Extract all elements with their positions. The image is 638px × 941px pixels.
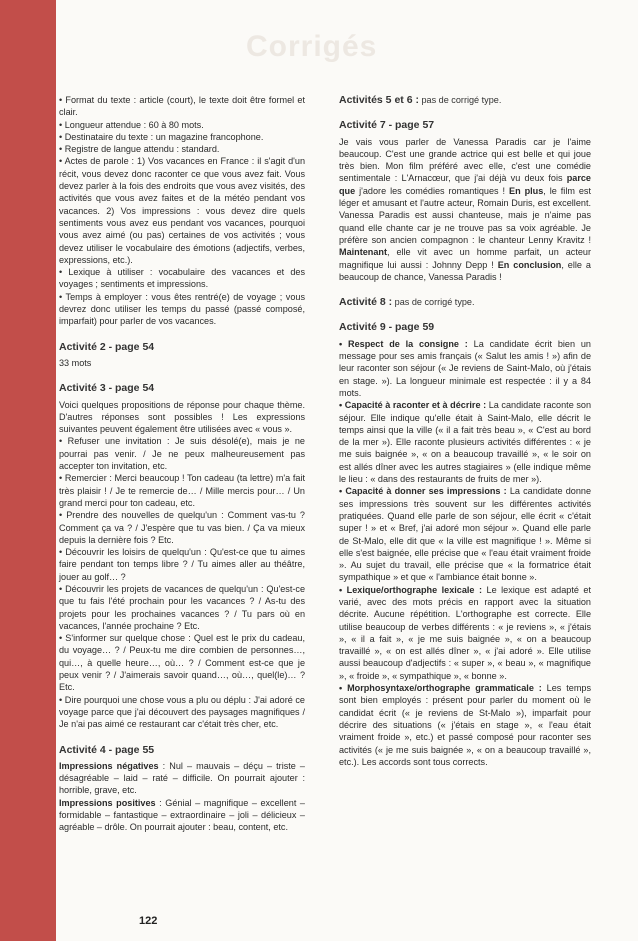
page-number: 122 xyxy=(139,915,158,927)
activity-4-positive xyxy=(59,797,305,834)
positive-text: : Génial – magnifique – excellent – formidable – fantastique – extraordinaire – joli – délicieux – agréable – drôle. On pourrait ajouter : beau, content, etc. xyxy=(59,797,305,833)
activity-8-title: Activité 8 : xyxy=(339,296,393,309)
criteria-item: • Temps à employer : vous êtes rentré(e) de voyage ; vous devrez donc utiliser les temps du passé (passé composé, imparfait) pour parler de vos vacances. xyxy=(59,291,305,327)
activity-7-part: Je vais vous parler de Vanessa Paradis car je l'aime beaucoup. C'est une grande actrice qui est belle et qui joue très bien. Mon film préféré avec elle, c'est une comédie sentimentale : L'Arnacœur, que j'ai déjà vu deux fois xyxy=(339,136,591,184)
activity-8-heading xyxy=(339,296,591,308)
activity-3-item: • S'informer sur quelque chose : Quel est le prix du cadeau, du voyage… ? / Peux-tu me dire combien de personnes…, qui…, à quelle heure…, où… ? / Comment est-ce que je peux venir ? / J'aimerais savoir quand…, où…, quel(le)… ? Etc. xyxy=(59,633,305,693)
activity-3-item: • Prendre des nouvelles de quelqu'un : Comment vas-tu ? Comment ça va ? / J'espère que tu vas bien. / Ça va mieux depuis la dernière fois ? Etc. xyxy=(59,510,305,545)
activity-5-6-title: Activités 5 et 6 : xyxy=(339,94,419,106)
activity-2-heading: Activité 2 - page 54 xyxy=(59,340,155,353)
criterion-label: • Lexique/orthographe lexicale : xyxy=(339,584,483,595)
negative-text: : Nul – mauvais – déçu – triste – désagréable – laid – raté – difficile. On pourrait ajouter : horrible, grave, etc. xyxy=(59,760,305,796)
activity-4-heading: Activité 4 - page 55 xyxy=(59,743,155,756)
criterion-text: Le lexique est adapté et varié, avec des mots précis en rapport avec la situation décrite. Aucune répétition. L'orthographe est correcte. Elle utilise beaucoup de verbes différents : « je reviens », « j'étais », « il a fait », « je me suis baignée », « on a beaucoup travaillé », « on est allés dîner », « j'ai adoré ». Elle utilise aussi beaucoup d'adjectifs : « super », « beau », « magnifique », « froide », « sympathique », « bonne ». xyxy=(339,584,591,681)
activity-9-item xyxy=(339,338,591,399)
activity-7-part: j'adore les comédies romantiques ! xyxy=(355,185,509,196)
activity-2-text: 33 mots xyxy=(59,357,92,368)
page-sheet xyxy=(56,0,638,941)
negative-label: Impressions négatives xyxy=(59,760,159,771)
activity-3-intro: Voici quelques propositions de réponse pour chaque thème. D'autres réponses sont possibles ! Les expressions suivantes peuvent également être utilisées avec « vous ». xyxy=(59,399,305,435)
activity-9-item xyxy=(339,399,591,485)
left-column xyxy=(59,94,305,834)
activity-5-6-heading xyxy=(339,94,591,106)
activity-3-item: • Remercier : Merci beaucoup ! Ton cadeau (ta lettre) m'a fait très plaisir ! / Je te remercie de… / Mille mercis pour… / Un grand merci pour ton cadeau, etc. xyxy=(59,473,305,508)
connector-word: En conclusion xyxy=(497,259,562,270)
activity-3-item: • Découvrir les loisirs de quelqu'un : Qu'est-ce que tu aimes faire pendant ton temps libre ? / Tu aimes aller au théâtre, jouer au golf… ? xyxy=(59,547,305,582)
criteria-item: • Lexique à utiliser : vocabulaire des vacances et des voyages ; sentiments et impressions. xyxy=(59,267,305,290)
activity-3-item: • Refuser une invitation : Je suis désolé(e), mais je ne pourrai pas venir. / Je ne peux malheureusement pas accepter ton invitation, etc. xyxy=(59,436,305,472)
activity-7-part: , elle a beaucoup de chance, Vanessa Paradis ! xyxy=(339,259,591,282)
positive-label: Impressions positives xyxy=(59,797,156,808)
criteria-item: • Longueur attendue : 60 à 80 mots. xyxy=(59,119,204,130)
criterion-text: Les temps sont bien employés : présent pour parler du moment où le candidat écrit (« je reviens de St-Malo »), imparfait pour décrire des situations (« j'étais en stage », « l'eau était vraiment froide », etc.) et passé composé pour raconter ses activités (« je me suis baignée », « on a beaucoup travaillé », etc.). Les accords sont tous corrects. xyxy=(339,683,591,767)
activity-7-heading: Activité 7 - page 57 xyxy=(339,119,435,132)
chapter-color-bar xyxy=(0,0,56,941)
activity-3-item: • Dire pourquoi une chose vous a plu ou déplu : J'ai adoré ce voyage parce que j'ai découvert des paysages magnifiques / Je n'ai pas aimé ce restaurant car c'était très cher, etc. xyxy=(59,694,305,730)
activity-3-item: • Découvrir les projets de vacances de quelqu'un : Qu'est-ce que tu fais l'été prochain pour les vacances ? / As-tu des projets pour les prochaines vacances ? / Tu pars où en vacances, l'année prochaine ? Etc. xyxy=(59,583,305,631)
activity-7-part: , le film est léger et amusant et l'autre acteur, Romain Duris, est excellent. Vanessa Paradis est aussi chanteuse, mais je n'aime pas quand elle chante car je ne trouve pas sa voix agréable. Je préfère son ancien compagnon : le chanteur Lenny Kravitz ! xyxy=(339,185,591,245)
activity-7-text xyxy=(339,136,591,284)
activity-3-heading: Activité 3 - page 54 xyxy=(59,382,155,395)
criteria-item: • Actes de parole : 1) Vos vacances en France : il s'agit d'un récit, vous devez donc raconter ce que vous avez fait. Vous devez parler à la fois des endroits que vous avez visités, des activités que vous avez faites et de la météo pendant vos vacances. 2) Vos impressions : vous devez dire quels sentiments vous avez eus pendant vos vacances, pourquoi vous avez aimé (ou pas) certaines de vos activités ; vous devez utiliser le vocabulaire des émotions (adjectifs, verbes, expressions, etc.). xyxy=(59,156,305,265)
activity-4-negative xyxy=(59,760,305,797)
connector-word: Maintenant xyxy=(339,247,387,258)
criterion-text: La candidate écrit bien un message pour ses amis français (« Salut les amis ! ») afin de leur raconter son séjour (« Je reviens de Saint-Malo, où j'étais en stage. »). La longueur minimale est respectée : il y a 84 mots. xyxy=(339,338,591,398)
header-title: Corrigés xyxy=(246,30,378,63)
criterion-text: La candidate raconte son séjour. Elle indique qu'elle était à Saint-Malo, elle décrit le temps ainsi que la ville (« il a fait très beau », « C'est au bord de la mer »). Elle raconte plusieurs activités différentes : « je me suis baignée », « on a beaucoup travaillé », « le soir on est allés dîner avec les autres stagiaires » (elle indique même le lieu : « dans des restaurants de fruits de mer »). xyxy=(339,400,592,485)
criteria-item: • Registre de langue attendu : standard. xyxy=(59,144,220,155)
right-column xyxy=(339,94,591,768)
connector-word: En plus xyxy=(509,185,544,196)
criterion-text: La candidate donne ses impressions très souvent sur les différentes activités pratiquées. Quand elle parle de son séjour, elle écrit « c'était super ! » et « Bref, j'ai adoré mon séjour ». Quand elle parle de St-Malo, elle dit que « la ville est magnifique ! ». Même si elle s'est baignée, elle précise que « l'eau était vraiment froide ». Au sujet du travail, elle précise que « la formatrice était sympathique » et que « l'ambiance était bonne ». xyxy=(339,486,591,583)
criterion-label: • Capacité à raconter et à décrire : xyxy=(339,400,487,411)
activity-9-item xyxy=(339,485,591,583)
activity-9-item xyxy=(339,682,591,768)
activity-9-heading: Activité 9 - page 59 xyxy=(339,321,435,334)
activity-5-6-note: pas de corrigé type. xyxy=(418,95,502,105)
connector-word: parce que xyxy=(339,173,591,196)
criterion-label: • Capacité à donner ses impressions : xyxy=(339,486,507,497)
activity-8-note: pas de corrigé type. xyxy=(392,297,475,308)
criteria-item: • Destinataire du texte : un magazine francophone. xyxy=(59,131,264,142)
criteria-item: • Format du texte : article (court), le texte doit être formel et clair. xyxy=(59,95,305,118)
activity-7-part: , elle vit avec un homme parfait, un acteur magnifique lui aussi : Johnny Depp ! xyxy=(339,247,591,270)
activity-9-item xyxy=(339,584,591,682)
criterion-label: • Morphosyntaxe/orthographe grammaticale : xyxy=(339,683,542,694)
criterion-label: • Respect de la consigne : xyxy=(339,338,468,349)
